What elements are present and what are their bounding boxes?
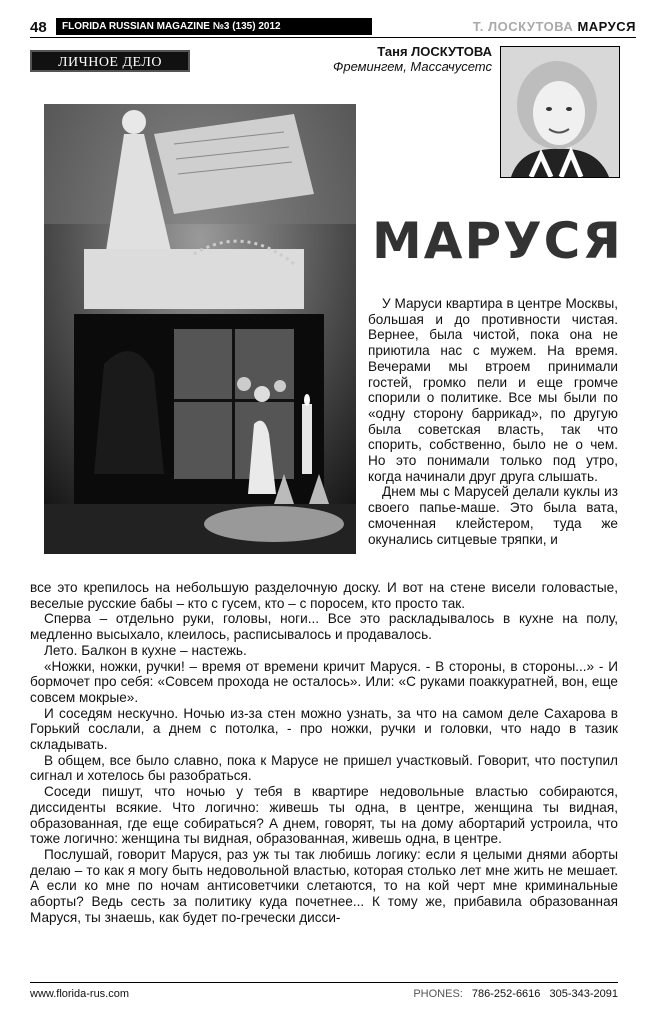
phones-label: PHONES: <box>413 988 463 1000</box>
phone-number: 305-343-2091 <box>549 988 618 1000</box>
footer-rule <box>30 982 618 983</box>
article-body <box>30 580 618 925</box>
paragraph: Днем мы с Марусей делали куклы из своего папье-маше. Это была вата, смоченная клейстером, туда же окунались ситцевые тряпки, и <box>368 484 618 547</box>
paragraph: У Маруси квартира в центре Москвы, большая и до противности чистая. Вернее, была чистой, пока она не приютила нас с мужем. На время. Вечерами мы втроем принимали гостей, громко пели и еще громче спорили о политике. Все мы были по «одну сторону баррикад», по другую была советская власть, так что спорить, собственно, было не о чем. Но это понимали только под утро, когда начинали друг друга слышать. <box>368 296 618 484</box>
author-portrait <box>500 46 620 178</box>
running-head-author: Т. ЛОСКУТОВА <box>472 19 574 34</box>
section-tag: ЛИЧНОЕ ДЕЛО <box>30 50 190 72</box>
author-location: Фремингем, Массачусетс <box>333 59 492 74</box>
article-photo <box>44 104 356 554</box>
page-header <box>30 18 636 38</box>
running-head-title: МАРУСЯ <box>577 19 636 34</box>
paragraph: И соседям нескучно. Ночью из-за стен можно узнать, за что на самом деле Сахарова в Горький сослали, а днем с потолка, - про ножки, ручки и головки, что надо в тазик складывать. <box>30 705 618 753</box>
paragraph: Послушай, говорит Маруся, раз уж ты так любишь логику: если я целыми днями аборты делаю – то как я могу быть недовольной властью, которая столько лет мне жить не мешает. А если ко мне по ночам антисоветчики слетаются, то на кой черт мне криминальные аборты? Ведь сесть за политику куда почетнее... К тому же, прибавила образованная Маруся, ты знаешь, как будет по-гречески дисси- <box>30 846 618 925</box>
paragraph: Сперва – отдельно руки, головы, ноги... Все это раскладывалось в кухне на полу, медленно высыхало, клеилось, расписывалось и продавалось. <box>30 611 618 643</box>
paragraph: «Ножки, ножки, ручки! – время от времени кричит Маруся. - В стороны, в стороны...» - И бормочет про себя: «Совсем прохода не осталось». Или: «С руками поаккуратней, вон, еще совсем мокрые». <box>30 658 618 705</box>
illustration-collage <box>44 104 356 554</box>
byline <box>333 44 492 74</box>
page-number: 48 <box>30 19 47 36</box>
paragraph: В общем, все было славно, пока к Марусе не пришел участковый. Говорит, что поступил сигнал и хотелось бы разобраться. <box>30 752 618 784</box>
footer-phones <box>413 988 618 1000</box>
paragraph: Лето. Балкон в кухне – настежь. <box>44 642 247 658</box>
header-rule <box>30 37 636 38</box>
paragraph: все это крепилось на небольшую разделочную доску. И вот на стене висели головастые, веселые русские бабы – кто с гусем, кто – с поросем, кто просто так. <box>30 580 618 611</box>
article-column-narrow <box>368 296 618 547</box>
running-head <box>473 19 636 34</box>
author-name: Таня ЛОСКУТОВА <box>377 44 492 59</box>
footer-website[interactable]: www.florida-rus.com <box>30 988 130 1000</box>
article-title: МАРУСЯ <box>372 212 623 270</box>
phone-number: 786-252-6616 <box>471 988 541 1000</box>
portrait-image <box>501 47 619 177</box>
paragraph: Соседи пишут, что ночью у тебя в квартире недовольные властью собираются, диссиденты всякие. Что логично: живешь ты одна, в центре, женщина ты видная, образованная, где еще собираться? А днем, говорят, ты на дому абортарий устроила, что тоже логично: женщина ты видная, образованная, живешь одна, в центре. <box>30 784 618 847</box>
magazine-bar: FLORIDA RUSSIAN MAGAZINE №3 (135) 2012 <box>56 18 372 35</box>
